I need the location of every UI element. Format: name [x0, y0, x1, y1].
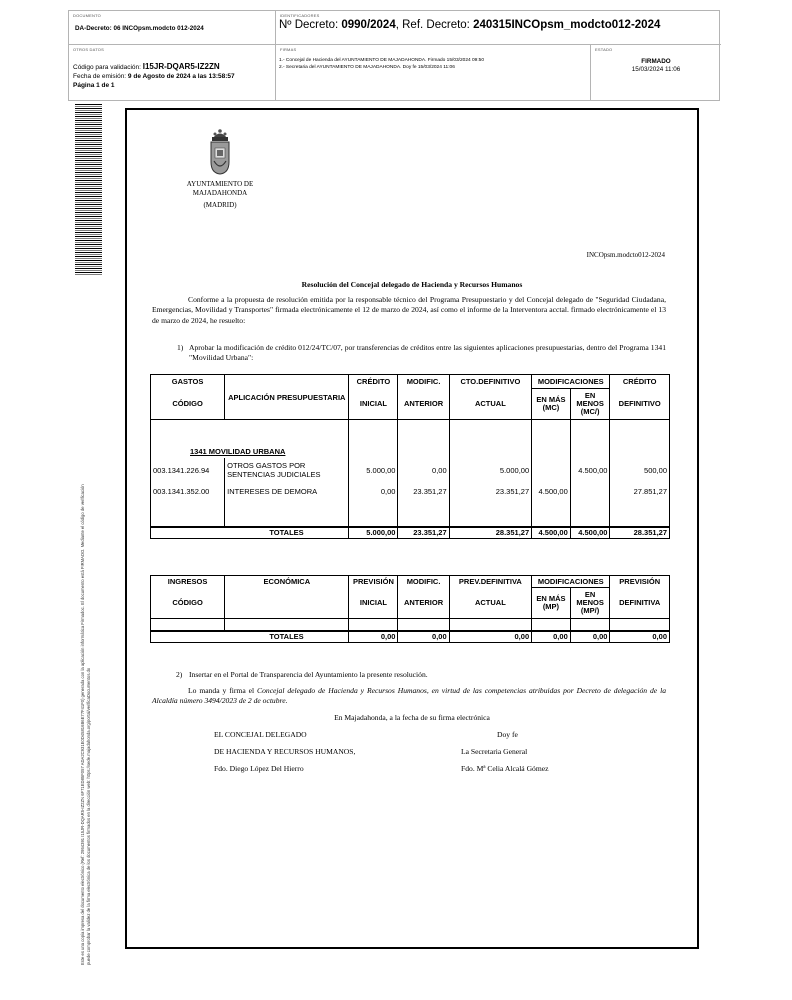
h-modific: MODIFIC. [398, 576, 449, 588]
h-economica: ECONÓMICA [225, 576, 349, 588]
firma-line-1: 1.- Concejal de Hacienda del AYUNTAMIENTO DE MAJADAHONDA. Firmado 15/03/2024 09:50 [279, 58, 485, 63]
h-en-mas: EN MÁS (MP) [532, 588, 571, 619]
otros-caption: OTROS DATOS [73, 47, 104, 52]
document-reference: INCOpsm.modcto012-2024 [586, 251, 665, 259]
organization-name: AYUNTAMIENTO DE MAJADAHONDA (MADRID) [186, 180, 254, 209]
estado-value: FIRMADO [641, 58, 671, 65]
documento-caption: DOCUMENTO [73, 13, 101, 18]
table-row: 003.1341.226.94 OTROS GASTOS POR SENTENCIAS JUDICIALES 5.000,00 0,00 5.000,00 4.500,00 500,00 [151, 458, 670, 483]
item-1: 1) Aprobar la modificación de crédito 012/24/TC/07, por transferencias de créditos entre las siguientes aplicaciones presupuestarias, dentro del Programa 1341 "Movilidad Urbana": [177, 343, 666, 363]
h-credito-2: CRÉDITO [610, 375, 670, 389]
mandate-paragraph: Lo manda y firma el Concejal delegado de Hacienda y Recursos Humanos, en virtud de las competencias atribuidas por Decreto de delegación de la Alcaldía número 3494/2023 de 2 de octubre. [152, 686, 667, 706]
documento-value: DA-Decreto: 06 INCOpsm.modcto 012-2024 [75, 25, 204, 32]
h-ingresos: INGRESOS [151, 576, 225, 588]
side-text-line-2: puede comprobar la validez de la firma electrónica de los documentos firmados en la dirección web: https://sede.majadahonda.org/portal/verificaDocumentos.do [86, 667, 91, 965]
signer-right-name: Fdo. Mª Celia Alcalá Gómez [461, 764, 549, 773]
h-prev-definitiva: PREV.DEFINITIVA [449, 576, 531, 588]
estado-cell [591, 45, 721, 101]
signer-left-line-2: DE HACIENDA Y RECURSOS HUMANOS, [214, 747, 356, 756]
signer-left-line-1: EL CONCEJAL DELEGADO [214, 730, 307, 739]
signature-place: En Majadahonda, a la fecha de su firma electrónica [334, 713, 490, 722]
h-en-mas: EN MÁS (MC) [532, 389, 571, 420]
h-aplicacion: APLICACIÓN PRESUPUESTARIA [225, 375, 349, 420]
totals-label: TOTALES [225, 631, 349, 643]
firma-line-2: 2.- Secretaria del AYUNTAMIENTO DE MAJADAHONDA. Doy fe 15/03/2024 11:06 [279, 65, 455, 70]
identificadores-caption: IDENTIFICADORES [280, 13, 320, 18]
h-en-menos: EN MENOS (MC/) [570, 389, 610, 420]
firmas-caption: FIRMAS [280, 47, 297, 52]
h-codigo: CÓDIGO [151, 588, 225, 619]
h-gastos: GASTOS [151, 375, 225, 389]
h-inicial: INICIAL [349, 588, 398, 619]
h-en-menos: EN MENOS (MP/) [570, 588, 610, 619]
codigo-validacion: Código para validación: I15JR-DQAR5-IZ2ZN [73, 62, 220, 71]
h-actual: ACTUAL [449, 389, 531, 420]
documento-cell [69, 11, 276, 45]
ingresos-table [150, 575, 670, 643]
coat-of-arms-icon [209, 128, 231, 175]
document-page [125, 108, 699, 949]
program-heading: 1341 MOVILIDAD URBANA [190, 446, 286, 456]
h-definitivo: DEFINITIVO [610, 389, 670, 420]
barcode [75, 104, 102, 275]
h-modificaciones: MODIFICACIONES [532, 375, 610, 389]
signer-right-line-1: Doy fe [497, 730, 518, 739]
h-anterior: ANTERIOR [398, 588, 449, 619]
item-2: 2) Insertar en el Portal de Transparencia del Ayuntamiento la presente resolución. [176, 670, 428, 679]
signature-header [68, 10, 720, 101]
totals-row: TOTALES 0,00 0,00 0,00 0,00 0,00 0,00 [151, 631, 670, 643]
h-prevision-2: PREVISIÓN [610, 576, 670, 588]
estado-date: 15/03/2024 11:06 [631, 66, 681, 73]
h-actual: ACTUAL [449, 588, 531, 619]
resolution-title: Resolución del Concejal delegado de Hacienda y Recursos Humanos [301, 280, 523, 289]
h-definitiva: DEFINITIVA [610, 588, 670, 619]
intro-paragraph: Conforme a la propuesta de resolución emitida por la responsable técnico del Programa Presupuestario y del Concejal delegado de "Seguridad Ciudadana, Emergencias, Movilidad y Transportes" firmada electrónicamente el 12 de marzo de 2024, así como el informe de la Interventora acctal. firmado electrónicamente el 13 de marzo de 2024, he resuelto: [152, 295, 666, 325]
h-prevision: PREVISIÓN [349, 576, 398, 588]
firmas-cell [276, 45, 591, 101]
gastos-table [150, 374, 670, 539]
table-row: 003.1341.352.00 INTERESES DE DEMORA 0,00 23.351,27 23.351,27 4.500,00 27.851,27 [151, 483, 670, 501]
totals-row: TOTALES 5.000,00 23.351,27 28.351,27 4.500,00 4.500,00 28.351,27 [151, 527, 670, 539]
h-modific: MODIFIC. [398, 375, 449, 389]
h-credito: CRÉDITO [349, 375, 398, 389]
h-anterior: ANTERIOR [398, 389, 449, 420]
fecha-emision: Fecha de emisión: 9 de Agosto de 2024 a las 13:58:57 [73, 73, 235, 80]
signer-left-name: Fdo. Diego López Del Hierro [214, 764, 304, 773]
estado-caption: ESTADO [595, 47, 613, 52]
signer-right-line-2: La Secretaria General [461, 747, 528, 756]
pagina-indicator: Página 1 de 1 [73, 82, 115, 89]
h-codigo: CÓDIGO [151, 389, 225, 420]
h-inicial: INICIAL [349, 389, 398, 420]
verification-side-text [80, 265, 92, 965]
side-text-line-1: Este es una copia impresa del documento electrónico (Ref: 2954391 I15JR-DQAR5-IZ2ZN 6F71ED85F057 ADA2C931E0D45816B6E77F41F0) generada con la aplicación informática Firmadoc. El documento está FIRMADO. Mediante el código de verificación [80, 484, 85, 965]
identificadores-cell [276, 11, 721, 45]
h-modificaciones: MODIFICACIONES [532, 576, 610, 588]
decreto-identifier: Nº Decreto: 0990/2024, Ref. Decreto: 240315INCOpsm_modcto012-2024 [279, 19, 661, 31]
totals-label: TOTALES [225, 527, 349, 539]
h-cto-definitivo: CTO.DEFINITIVO [449, 375, 531, 389]
otros-datos-cell [69, 45, 276, 101]
